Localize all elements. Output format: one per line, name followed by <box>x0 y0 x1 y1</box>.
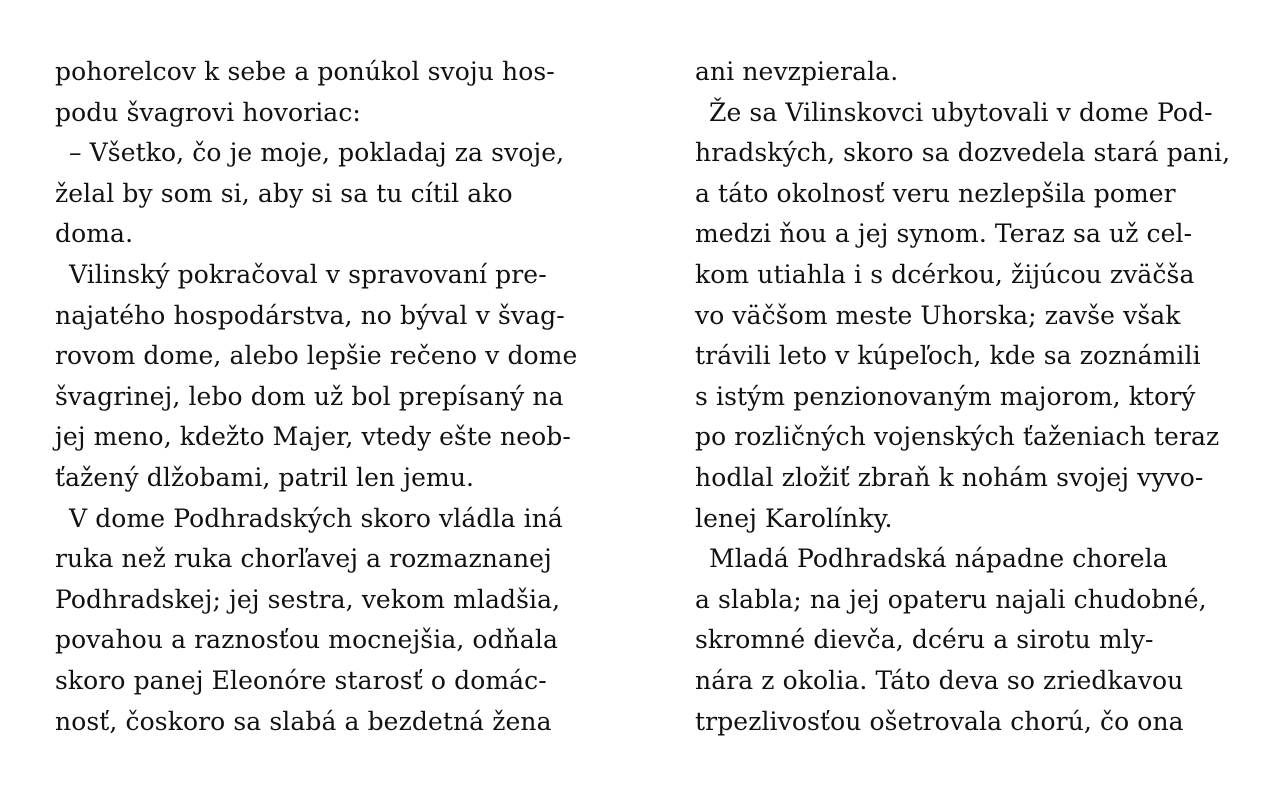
text-line: ani nevzpierala. <box>695 57 899 86</box>
text-line: trpezlivosťou ošetrovala chorú, čo ona <box>695 706 1184 736</box>
text-line: nosť, čoskoro sa slabá a bezdetná žena <box>55 706 552 736</box>
text-line: pohorelcov k sebe a ponúkol svoju hos- <box>55 57 555 86</box>
text-line: najatého hospodárstva, no býval v švag- <box>55 300 565 330</box>
text-line: rovom dome, alebo lepšie rečeno v dome <box>55 341 578 371</box>
text-line: hradských, skoro sa dozvedela stará pani, <box>695 138 1231 168</box>
text-line: s istým penzionovaným majorom, ktorý <box>695 381 1196 411</box>
text-line: švagrinej, lebo dom už bol prepísaný na <box>55 381 564 411</box>
text-line: a táto okolnosť veru nezlepšila pomer <box>695 178 1176 208</box>
text-line: lenej Karolínky. <box>695 503 893 533</box>
text-line: želal by som si, aby si sa tu cítil ako <box>55 178 513 208</box>
left-text-column <box>55 52 615 742</box>
text-line: skoro panej Eleonóre starosť o domác- <box>55 665 547 695</box>
text-line: nára z okolia. Táto deva so zriedkavou <box>695 665 1184 695</box>
text-line: kom utiahla i s dcérkou, žijúcou zväčša <box>695 259 1195 289</box>
text-line: skromné dievča, dcéru a sirotu mly- <box>695 625 1154 655</box>
text-line: jej meno, kdežto Majer, vtedy ešte neob- <box>55 422 571 452</box>
paragraph-first-line: Mladá Podhradská nápadne chorela <box>709 544 1168 574</box>
text-line: a slabla; na jej opateru najali chudobné, <box>695 584 1207 614</box>
paragraph-first-line: Vilinský pokračoval v spravovaní pre- <box>69 259 547 289</box>
text-line: ruka než ruka chorľavej a rozmaznanej <box>55 544 552 574</box>
text-line: vo väčšom meste Uhorska; zavše však <box>695 300 1181 330</box>
text-line: povahou a raznosťou mocnejšia, odňala <box>55 625 558 655</box>
text-line: doma. <box>55 219 134 249</box>
paragraph-first-line: V dome Podhradských skoro vládla iná <box>69 503 563 533</box>
text-line: Podhradskej; jej sestra, vekom mladšia, <box>55 584 561 614</box>
paragraph-first-line: – Všetko, čo je moje, pokladaj za svoje, <box>69 138 565 168</box>
text-line: podu švagrovi hovoriac: <box>55 97 361 127</box>
right-text-column <box>695 52 1255 742</box>
paragraph-first-line: Že sa Vilinskovci ubytovali v dome Pod- <box>709 97 1213 127</box>
text-line: hodlal zložiť zbraň k nohám svojej vyvo- <box>695 462 1204 492</box>
text-line: po rozličných vojenských ťaženiach teraz <box>695 422 1220 452</box>
text-line: trávili leto v kúpeľoch, kde sa zoznámili <box>695 341 1201 371</box>
text-line: ťažený dlžobami, patril len jemu. <box>55 462 475 492</box>
text-line: medzi ňou a jej synom. Teraz sa už cel- <box>695 219 1193 249</box>
